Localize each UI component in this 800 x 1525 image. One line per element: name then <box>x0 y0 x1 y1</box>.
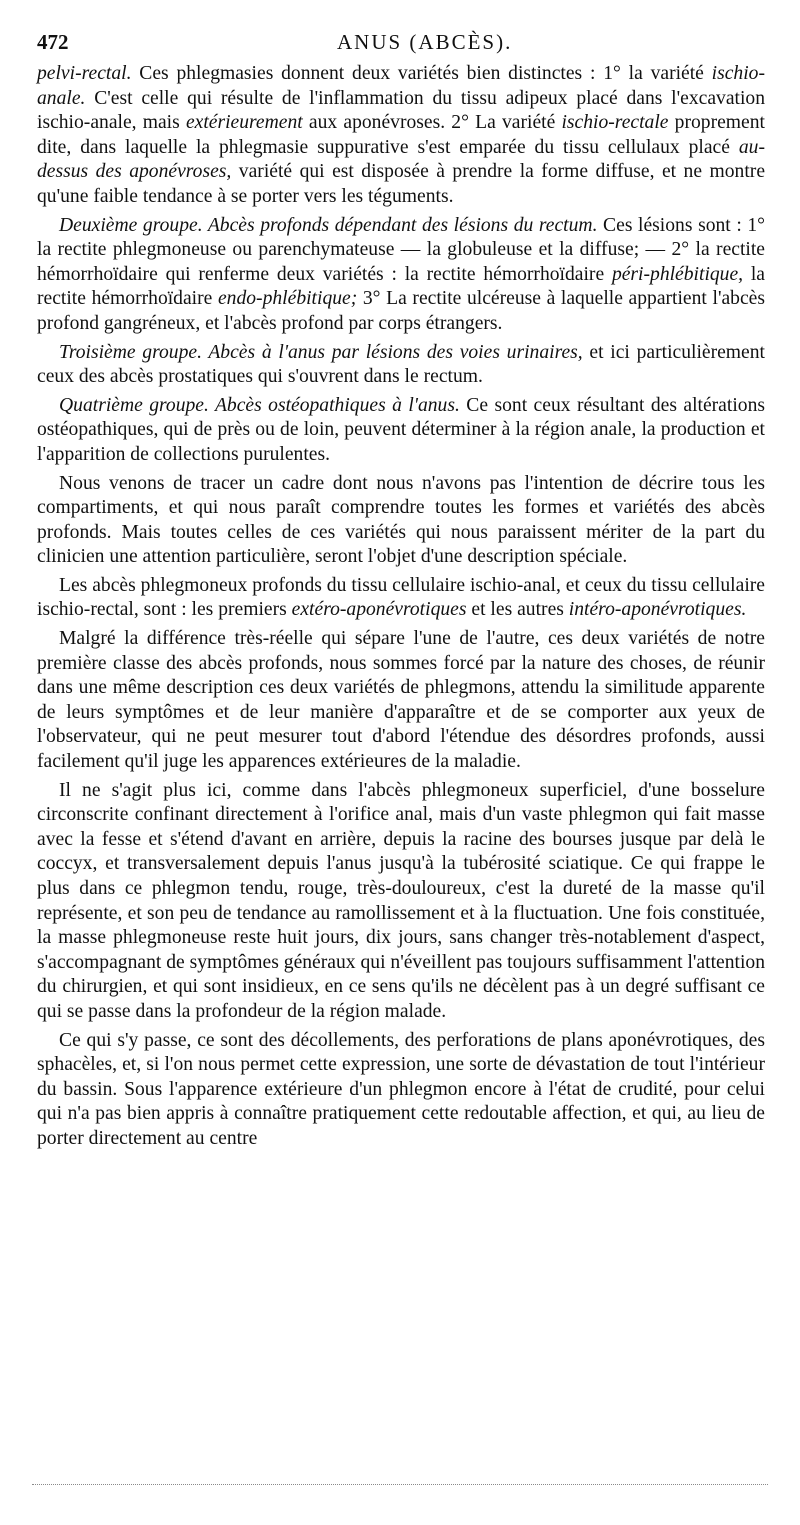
italic-text: Quatrième groupe. Abcès ostéopathiques à l'anus. <box>59 394 460 416</box>
italic-text: pelvi-rectal. <box>37 63 132 84</box>
page-header <box>37 26 765 62</box>
paragraph-text: aux aponévroses. 2° La variété <box>302 112 562 134</box>
italic-text: extéro-aponévrotiques <box>291 599 467 621</box>
paragraph-text: et les autres <box>466 599 569 621</box>
italic-text: extérieurement <box>185 112 303 134</box>
italic-text: ischio-anale. <box>37 63 765 109</box>
paragraph-text: Ces phlegmasies donnent deux variétés bien distinctes : 1° la variété <box>131 63 712 84</box>
paragraph-text: C'est celle qui résulte de l'inflammation du tissu adipeux placé dans l'excavation ischio-anale, mais <box>37 87 765 134</box>
paragraph <box>37 627 765 775</box>
paragraph-text: variété qui est disposée à prendre la forme diffuse, et ne montre qu'une faible tendance à se porter vers les téguments. <box>37 161 766 207</box>
paragraph-text: 3° La rectite ulcéreuse à laquelle appartient l'abcès profond gangréneux, et l'abcès profond par corps étrangers. <box>37 288 765 334</box>
paragraph <box>37 394 765 468</box>
italic-text: intéro-aponévrotiques. <box>568 599 747 621</box>
italic-text: au-dessus des aponévroses, <box>37 136 765 183</box>
paragraph <box>37 1029 765 1152</box>
italic-text: endo-phlébitique; <box>217 288 358 310</box>
footer-divider <box>32 1484 768 1485</box>
paragraph-text: la rectite hémorrhoïdaire <box>37 263 766 310</box>
running-title: ANUS (ABCÈS). <box>337 30 513 54</box>
body-text <box>37 62 765 1152</box>
italic-text: ischio-rectale <box>561 112 669 134</box>
paragraph-text: Ces lésions sont : 1° la rectite phlegmoneuse ou parenchymateuse — la globuleuse et la diffuse; — 2° la rectite hémorrhoïdaire qui renferme deux variétés : la rectite hémorrhoïdaire <box>37 214 765 285</box>
italic-text: Deuxième groupe. Abcès profonds dépendant des lésions du rectum. <box>59 214 598 236</box>
paragraph-text: Ce sont ceux résultant des altérations ostéopathiques, qui de près ou de loin, peuvent déterminer à la région anale, la production et l'apparition de collections purulentes. <box>37 394 765 465</box>
paragraph-text: Il ne s'agit plus ici, comme dans l'abcès phlegmoneux superficiel, d'une bosselure circonscrite confinant directement à l'orifice anal, mais d'un vaste phlegmon qui fait masse avec la fesse et s'étend d'avant en arrière, depuis la racine des bourses jusque par delà le coccyx, et transversalement depuis l'anus jusqu'à la tubérosité sciatique. Ce qui frappe le plus dans ce phlegmon tendu, rouge, très-douloureux, c'est la dureté de la masse qu'il représente, et son peu de tendance au ramollissement et à la fluctuation. Une fois constituée, la masse phlegmoneuse reste huit jours, dix jours, sans changer très-notablement d'aspect, s'accompagnant de symptômes généraux qui n'éveillent pas toujours suffisamment l'attention du chirurgien, et qui sont insidieux, en ce sens qu'ils ne décèlent pas à un degré suffisant ce qui se passe dans la profondeur de la région malade. <box>37 779 765 1022</box>
paragraph-text: Malgré la différence très-réelle qui sépare l'une de l'autre, ces deux variétés de notre première classe des abcès profonds, nous sommes forcé par la nature des choses, de réunir dans une même description ces deux variétés de phlegmons, attendu la similitude apparente de leurs symptômes et de leur manière d'apparaître et de se comporter aux yeux de l'observateur, qui ne peut mesurer tout d'abord l'étendue des désordres profonds, aussi facilement qu'il juge les apparences extérieures de la maladie. <box>37 628 765 773</box>
page-number: 472 <box>37 30 69 54</box>
paragraph-text: et ici particulièrement ceux des abcès prostatiques qui s'ouvrent dans le rectum. <box>37 341 765 388</box>
paragraph <box>37 779 765 1025</box>
paragraph <box>37 214 765 337</box>
paragraph-text: proprement dite, dans laquelle la phlegmasie suppurative s'est emparée du tissu cellulaux placé <box>37 112 765 158</box>
italic-text: péri-phlébitique, <box>611 263 744 285</box>
paragraph <box>37 62 765 210</box>
paragraph-text: Les abcès phlegmoneux profonds du tissu cellulaire ischio-anal, et ceux du tissu cellulaire ischio-rectal, sont : les premiers <box>37 574 765 621</box>
paragraph <box>37 341 765 390</box>
italic-text: Troisième groupe. Abcès à l'anus par lésions des voies urinaires, <box>59 341 583 363</box>
paragraph-text: Ce qui s'y passe, ce sont des décollements, des perforations de plans aponévrotiques, des sphacèles, et, si l'on nous permet cette expression, une sorte de dévastation de tout l'intérieur du bassin. Sous l'apparence extérieure d'un phlegmon encore à l'état de crudité, pour celui qui n'a pas bien appris à connaître pratiquement cette redoutable affection, et qui, au lieu de porter directement au centre <box>37 1029 765 1149</box>
paragraph <box>37 472 765 570</box>
paragraph-text: Nous venons de tracer un cadre dont nous n'avons pas l'intention de décrire tous les compartiments, et qui nous paraît comprendre toutes les formes et variétés des abcès profonds. Mais toutes celles de ces variétés qui nous paraissent mériter de la part du clinicien une attention particulière, seront l'objet d'une description spéciale. <box>37 472 765 568</box>
paragraph <box>37 574 765 623</box>
page <box>37 26 765 1152</box>
